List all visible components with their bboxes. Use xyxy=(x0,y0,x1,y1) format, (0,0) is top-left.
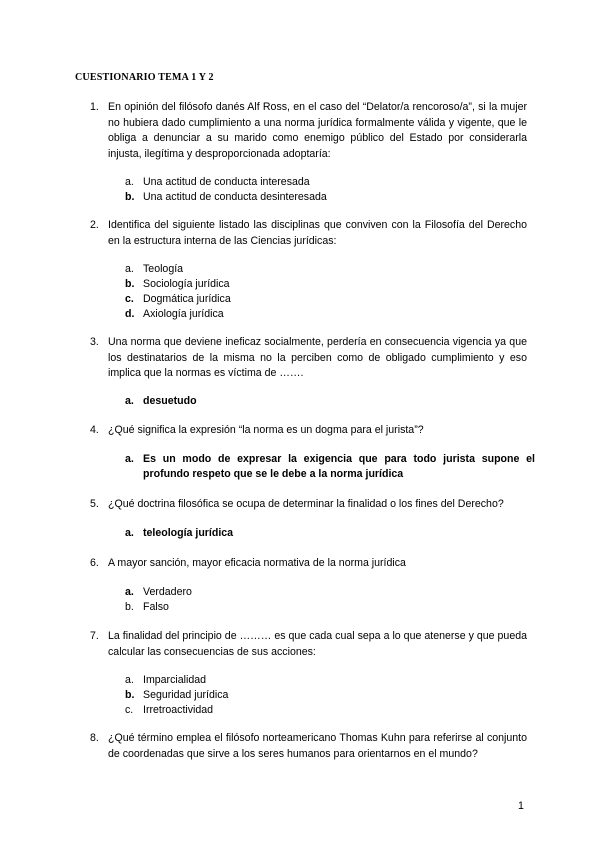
option-text: Axiología jurídica xyxy=(143,308,224,320)
option-text: Una actitud de conducta desinteresada xyxy=(143,191,327,203)
page-title: CUESTIONARIO TEMA 1 Y 2 xyxy=(75,72,214,83)
options-1 xyxy=(125,175,535,205)
option-6b xyxy=(125,600,535,615)
option-text: Imparcialidad xyxy=(143,674,207,686)
option-letter: b. xyxy=(125,601,134,613)
option-letter: b. xyxy=(125,278,135,290)
option-text: Sociología jurídica xyxy=(143,278,230,290)
question-number: 4. xyxy=(90,424,99,436)
question-2 xyxy=(90,218,527,249)
option-letter: a. xyxy=(125,263,134,275)
question-5 xyxy=(90,497,527,513)
options-4 xyxy=(125,452,535,482)
option-letter: b. xyxy=(125,191,135,203)
option-letter: b. xyxy=(125,689,135,701)
option-2d xyxy=(125,307,535,322)
option-text: Verdadero xyxy=(143,586,192,598)
options-2 xyxy=(125,262,535,322)
option-4a xyxy=(125,452,535,482)
option-letter: a. xyxy=(125,453,134,465)
option-letter: a. xyxy=(125,395,134,407)
option-1b xyxy=(125,190,535,205)
page-number: 1 xyxy=(518,800,524,812)
question-text: ¿Qué significa la expresión “la norma es un dogma para el jurista”? xyxy=(108,424,424,436)
option-text: Teología xyxy=(143,263,184,275)
question-number: 2. xyxy=(90,219,99,231)
question-number: 7. xyxy=(90,630,99,642)
option-text: teleología jurídica xyxy=(143,527,234,539)
option-text: Una actitud de conducta interesada xyxy=(143,176,310,188)
question-number: 1. xyxy=(90,101,99,113)
option-letter: a. xyxy=(125,176,134,188)
option-letter: d. xyxy=(125,308,135,320)
option-letter: a. xyxy=(125,586,134,598)
option-letter: c. xyxy=(125,704,134,716)
options-6 xyxy=(125,585,535,615)
option-2c xyxy=(125,292,535,307)
option-2a xyxy=(125,262,535,277)
question-number: 5. xyxy=(90,498,99,510)
question-7 xyxy=(90,629,527,660)
option-6a xyxy=(125,585,535,600)
question-6 xyxy=(90,556,527,572)
option-text: Dogmática jurídica xyxy=(143,293,231,305)
option-text: Falso xyxy=(143,601,169,613)
question-1 xyxy=(90,100,527,162)
question-text: En opinión del filósofo danés Alf Ross, en el caso del “Delator/a rencoroso/a”, si la mujer no hubiera dado cumplimiento a una norma jurídica formalmente válida y vigente, que le obliga a denunciar a su marido como enemigo público del Estado por considerarla injusta, ilegítima y desproporcionada adoptaría: xyxy=(108,101,527,160)
question-3 xyxy=(90,335,527,382)
option-7c xyxy=(125,703,535,718)
option-letter: a. xyxy=(125,674,134,686)
question-text: ¿Qué término emplea el filósofo norteamericano Thomas Kuhn para referirse al conjunto de coordenadas que sirve a los seres humanos para orientarnos en el mundo? xyxy=(108,732,527,760)
question-8 xyxy=(90,731,527,762)
question-text: Una norma que deviene ineficaz socialmente, perdería en consecuencia vigencia ya que los destinatarios de la misma no la perciben como de obligado cumplimiento y eso implica que la normas es víctima de ……. xyxy=(108,336,527,379)
option-text: Es un modo de expresar la exigencia que para todo jurista supone el profundo respeto que se le debe a la norma jurídica xyxy=(143,453,535,480)
option-1a xyxy=(125,175,535,190)
question-number: 8. xyxy=(90,732,99,744)
options-5 xyxy=(125,526,535,541)
option-text: Seguridad jurídica xyxy=(143,689,229,701)
option-5a xyxy=(125,526,535,541)
question-text: Identifica del siguiente listado las disciplinas que conviven con la Filosofía del Derecho en la estructura interna de las Ciencias jurídicas: xyxy=(108,219,527,247)
question-number: 3. xyxy=(90,336,99,348)
option-2b xyxy=(125,277,535,292)
question-number: 6. xyxy=(90,557,99,569)
option-7a xyxy=(125,673,535,688)
question-4 xyxy=(90,423,527,439)
options-7 xyxy=(125,673,535,718)
option-text: desuetudo xyxy=(143,395,197,407)
option-3a xyxy=(125,394,535,409)
question-text: La finalidad del principio de ……… es que cada cual sepa a lo que atenerse y que pueda calcular las consecuencias de sus acciones: xyxy=(108,630,527,658)
option-letter: a. xyxy=(125,527,134,539)
question-text: A mayor sanción, mayor eficacia normativa de la norma jurídica xyxy=(108,557,406,569)
option-7b xyxy=(125,688,535,703)
option-text: Irretroactividad xyxy=(143,704,214,716)
options-3 xyxy=(125,394,535,409)
question-text: ¿Qué doctrina filosófica se ocupa de determinar la finalidad o los fines del Derecho? xyxy=(108,498,504,510)
option-letter: c. xyxy=(125,293,134,305)
